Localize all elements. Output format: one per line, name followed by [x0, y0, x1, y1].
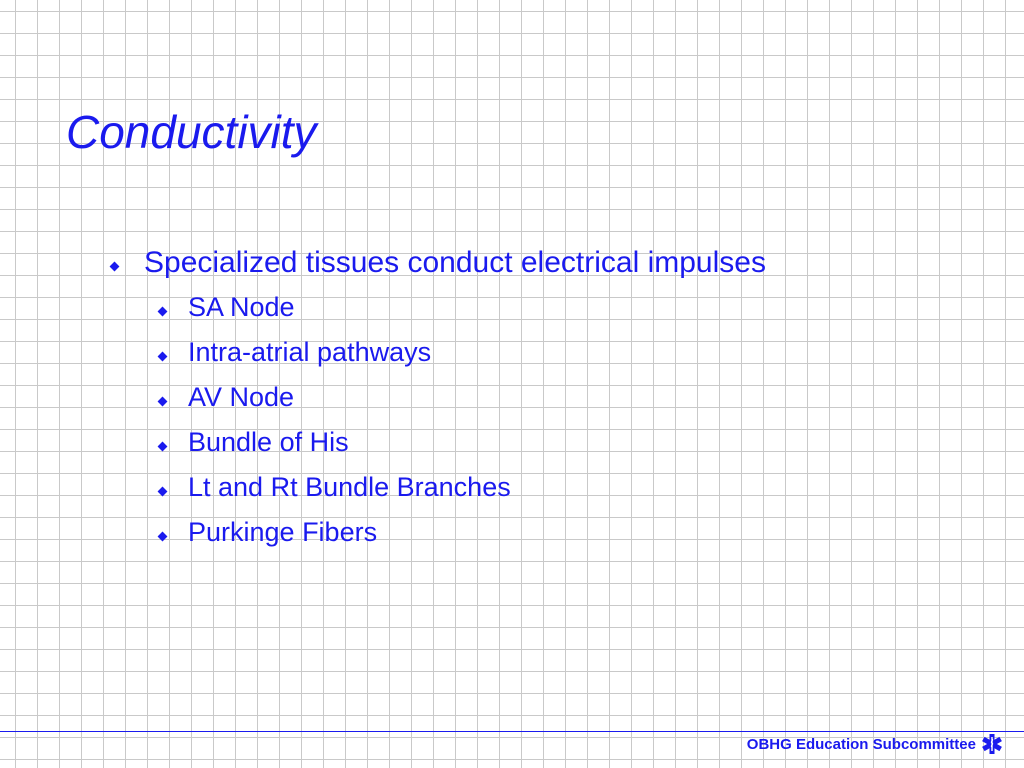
- diamond-bullet-icon: [158, 532, 168, 542]
- diamond-bullet-icon: [158, 487, 168, 497]
- sub-bullet-text: Bundle of His: [188, 427, 349, 457]
- diamond-bullet-icon: [158, 397, 168, 407]
- sub-bullet-item: [188, 465, 766, 510]
- diamond-bullet-icon: [158, 352, 168, 362]
- footer-text: OBHG Education Subcommittee: [746, 736, 976, 753]
- footer-divider: [0, 731, 1024, 732]
- diamond-bullet-icon: [110, 262, 120, 272]
- sub-bullet-text: Purkinge Fibers: [188, 517, 378, 547]
- slide-title: Conductivity: [66, 106, 317, 158]
- bullet-text: Specialized tissues conduct electrical impulses: [144, 246, 766, 279]
- sub-bullet-item: [188, 330, 766, 375]
- bullet-item: [144, 241, 766, 285]
- sub-bullet-item: [188, 420, 766, 465]
- star-of-life-icon: [981, 733, 1003, 755]
- sub-bullet-text: SA Node: [188, 292, 295, 322]
- sub-bullet-item: [188, 375, 766, 420]
- bullet-list: [0, 241, 766, 555]
- sub-bullet-text: Intra-atrial pathways: [188, 337, 432, 367]
- sub-bullet-text: AV Node: [188, 382, 295, 412]
- diamond-bullet-icon: [158, 307, 168, 317]
- sub-bullet-item: [188, 285, 766, 330]
- sub-bullet-text: Lt and Rt Bundle Branches: [188, 472, 511, 502]
- diamond-bullet-icon: [158, 442, 168, 452]
- sub-bullet-item: [188, 510, 766, 555]
